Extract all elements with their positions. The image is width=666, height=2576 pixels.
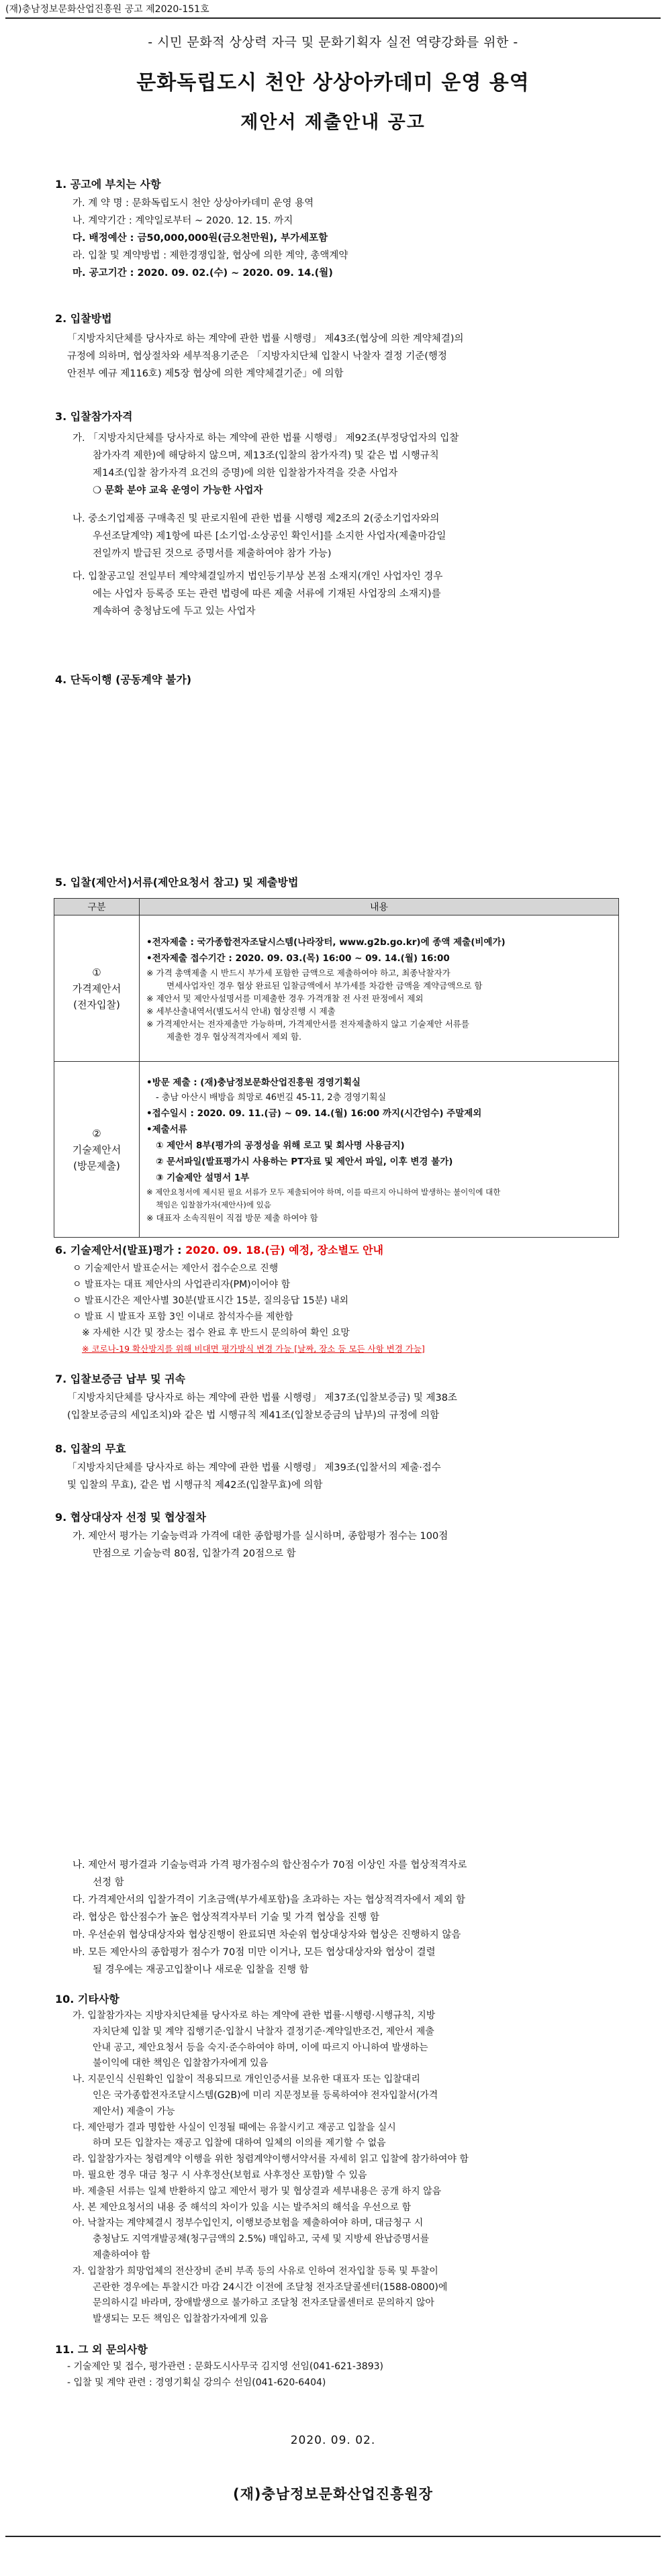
- content-line: •제출서류: [146, 1124, 187, 1135]
- content-note: ※ 대표자 소속직원이 직접 방문 제출 하여야 함: [146, 1213, 318, 1223]
- section-10-line: 나. 지문인식 신원확인 입찰이 적용되므로 개인인증서를 보유한 대표자 또는 입찰대리: [73, 2074, 420, 2085]
- section-4-heading: 4. 단독이행 (공동계약 불가): [55, 673, 192, 686]
- section-10-line: 불이익에 대한 책임은 입찰참가자에게 있음: [93, 2058, 269, 2069]
- row-label-method: (방문제출): [73, 1159, 120, 1172]
- section-2-body: [67, 330, 624, 383]
- section-7-body: [67, 1389, 624, 1424]
- row-label-method: (전자입찰): [73, 998, 120, 1011]
- section-6-line: ㅇ 기술제안서 발표순서는 제안서 접수순으로 진행: [73, 1263, 279, 1274]
- section-9-line: 나. 제안서 평가결과 기술능력과 가격 평가점수의 합산점수가 70점 이상인 자를 협상적격자로: [73, 1860, 467, 1871]
- section-9-line: 선정 함: [93, 1877, 124, 1888]
- content-note: 제출한 경우 협상적격자에서 제외 함.: [166, 1031, 301, 1042]
- section-3-a-line: 제14조(입찰 참가자격 요건의 증명)에 의한 입찰참가자격을 갖춘 사업자: [93, 468, 398, 479]
- content-line: ① 제안서 8부(평가의 공정성을 위해 로고 및 회사명 사용금지): [156, 1140, 405, 1151]
- section-10-line: 발생되는 모든 책임은 입찰참가자에게 있음: [93, 2314, 269, 2325]
- content-note: ※ 가격제안서는 전자제출만 가능하며, 가격제안서를 전자제출하지 않고 기술제안 서류를: [146, 1018, 469, 1029]
- content-line: ② 문서파일(발표평가시 사용하는 PT자료 및 제안서 파일, 이후 변경 불가): [156, 1156, 453, 1167]
- section-10-line: 안내 공고, 제안요청서 등을 숙지·준수하여야 하며, 이에 따르지 아니하여 발생하는: [93, 2042, 428, 2053]
- section-10-line: 바. 제출된 서류는 일체 반환하지 않고 제안서 평가 및 협상결과 세부내용은 공개 하지 않음: [73, 2185, 442, 2197]
- section-10-line: 충청남도 지역개발공채(청구금액의 2.5%) 매입하고, 국세 및 지방세 완납증명서를: [93, 2234, 430, 2245]
- header-divider: [5, 17, 661, 19]
- section-3-a: [73, 430, 630, 499]
- contract-period: 나. 계약기간 : 계약일로부터 ~ 2020. 12. 15. 까지: [73, 215, 293, 226]
- content-line: •전자제출 : 국가종합전자조달시스템(나라장터, www.g2b.go.kr)에 종액 제출(비예가): [146, 936, 506, 948]
- section-1-heading: 1. 공고에 부치는 사항: [55, 178, 161, 191]
- column-header-content: 내용: [140, 899, 619, 915]
- section-6-heading: [55, 1242, 383, 1257]
- table-row: [54, 1062, 619, 1238]
- table-header-row: [54, 899, 619, 915]
- section-9-rest: [73, 1856, 630, 1979]
- notice-period: 마. 공고기간 : 2020. 09. 02.(수) ~ 2020. 09. 14.(월): [73, 268, 333, 279]
- section-6-line: ㅇ 발표 시 발표자 포함 3인 이내로 참석자수를 제한함: [73, 1311, 293, 1322]
- section-6-line: ※ 자세한 시간 및 장소는 접수 완료 후 반드시 문의하여 확인 요망: [82, 1328, 350, 1338]
- section-6-body: [73, 1260, 636, 1357]
- section-8-body: [67, 1459, 624, 1494]
- section-6-line: ㅇ 발표자는 대표 제안사의 사업관리자(PM)이어야 함: [73, 1279, 291, 1290]
- section-9-line: 가. 제안서 평가는 기술능력과 가격에 대한 종합평가를 실시하며, 종합평가 점수는 100점: [73, 1531, 448, 1542]
- issuer-name: (재)충남정보문화산업진흥원장: [233, 2486, 433, 2502]
- section-10-body: [73, 2008, 636, 2328]
- section-1-items: [73, 195, 630, 282]
- contact-line: - 입찰 및 계약 관련 : 경영기획실 강의수 선임(041-620-6404): [67, 2377, 326, 2388]
- section-9-a: [73, 1528, 630, 1563]
- contract-name: 가. 계 약 명 : 문화독립도시 천안 상상아카데미 운영 용역: [73, 198, 314, 209]
- row-label-number: ②: [92, 1127, 101, 1140]
- section-10-line: 가. 입찰참가자는 지방자치단체를 당사자로 하는 계약에 관한 법률·시행령·시행규칙, 지방: [73, 2010, 436, 2021]
- section-2-line: 「지방자치단체를 당사자로 하는 계약에 관한 법률 시행령」 제43조(협상에 의한 계약체결)의: [67, 334, 464, 344]
- row-label-price: [54, 915, 140, 1062]
- submission-table: [54, 898, 619, 1238]
- section-8-heading: 8. 입찰의 무효: [55, 1442, 126, 1455]
- section-7-line: 「지방자치단체를 당사자로 하는 계약에 관한 법률 시행령」 제37조(입찰보증금) 및 제38조: [67, 1393, 457, 1403]
- section-3-c-line: 에는 사업자 등록증 또는 관련 법령에 따른 제출 서류에 기재된 사업장의 소재지)를: [93, 589, 441, 599]
- section-9-heading: 9. 협상대상자 선정 및 협상절차: [55, 1511, 206, 1524]
- content-note: 면세사업자인 경우 협상 완료된 입찰금액에서 부가세를 차감한 금액을 계약금액으로 함: [166, 980, 483, 991]
- section-5-heading: 5. 입찰(제안서)서류(제안요청서 참고) 및 제출방법: [55, 876, 299, 889]
- section-10-line: 라. 입찰참가자는 청렴계약 이행을 위한 청렴계약이행서약서를 자세히 읽고 입찰에 참가하여야 함: [73, 2154, 469, 2165]
- section-9-line: 바. 모든 제안사의 종합평가 점수가 70점 미만 이거나, 모든 협상대상자와 협상이 결렬: [73, 1947, 436, 1958]
- section-2-heading: 2. 입찰방법: [55, 312, 112, 325]
- section-10-line: 다. 제안평가 결과 명합한 사실이 인정될 때에는 유찰시키고 재공고 입찰을 실시: [73, 2122, 396, 2133]
- row-content-price: [140, 915, 619, 1062]
- section-10-line: 자치단체 입찰 및 계약 집행기준·입찰시 낙찰자 결정기준·계약일반조건, 제안서 제출: [93, 2026, 434, 2037]
- section-10-line: 문의하시길 바라며, 장애발생으로 불가하고 조달청 전자조달콜센터로 문의하지 않아: [93, 2297, 434, 2309]
- section-3-b-line: 나. 중소기업제품 구매촉진 및 판로지원에 관한 법률 시행령 제2조의 2(중소기업자와의: [73, 513, 440, 524]
- section-3-a-note: ❍ 문화 분야 교육 운영이 가능한 사업자: [93, 485, 263, 496]
- section-8-line: 및 입찰의 무효), 같은 법 시행규칙 제42조(입찰무효)에 의함: [67, 1480, 323, 1491]
- section-7-heading: 7. 입찰보증금 납부 및 귀속: [55, 1373, 186, 1385]
- section-11-heading: 11. 그 외 문의사항: [55, 2343, 148, 2356]
- section-3-a-line: 참가자격 제한)에 해당하지 않으며, 제13조(입찰의 참가자격) 및 같은 법 시행규칙: [93, 450, 439, 461]
- content-note: ※ 가격 총액제출 시 반드시 부가세 포함한 금액으로 제출하여야 하고, 최종낙찰자가: [146, 967, 450, 978]
- contact-line: - 기술제안 및 접수, 평가관련 : 문화도시사무국 김지영 선임(041-621-3893): [67, 2361, 383, 2372]
- section-10-heading: 10. 기타사항: [55, 1993, 120, 2005]
- section-10-line: 제안서) 제출이 가능: [93, 2106, 175, 2117]
- content-note: ※ 제안서 및 제안사설명서를 미제출한 경우 가격개찰 전 사전 판정에서 제외: [146, 993, 424, 1003]
- doc-number: (재)충남정보문화산업진흥원 공고 제2020-151호: [5, 4, 209, 15]
- section-3-c-line: 다. 입찰공고일 전일부터 계약체결일까지 법인등기부상 본점 소재지(개인 사업자인 경우: [73, 571, 443, 582]
- section-3-b: [73, 510, 630, 562]
- section-9-line: 마. 우선순위 협상대상자와 협상진행이 완료되면 차순위 협상대상자와 협상은 진행하지 않음: [73, 1930, 461, 1940]
- content-note: 책임은 입찰참가자(제안사)에 있음: [156, 1200, 271, 1209]
- content-line: •방문 제출 : (재)충남정보문화산업진흥원 경영기획실: [146, 1077, 361, 1088]
- row-label-tech: [54, 1062, 140, 1238]
- section-3-heading: 3. 입찰참가자격: [55, 410, 133, 423]
- section-10-line: 자. 입찰참가 희망업체의 전산장비 준비 부족 등의 사유로 인하여 전자입찰 등록 및 투찰이: [73, 2265, 438, 2277]
- budget: 다. 배정예산 : 금50,000,000원(금오천만원), 부가세포함: [73, 233, 328, 244]
- section-7-line: (입찰보증금의 세입조치)와 같은 법 시행규칙 제41조(입찰보증금의 납부)의 규정에 의함: [67, 1410, 440, 1421]
- content-line: •전자제출 접수기간 : 2020. 09. 03.(목) 16:00 ~ 09. 14.(월) 16:00: [146, 952, 450, 964]
- section-10-line: 제출하여야 함: [93, 2249, 150, 2261]
- section-10-line: 아. 낙찰자는 계약체결시 정부수입인지, 이행보증보험을 제출하여야 하며, 대금청구 시: [73, 2218, 424, 2229]
- section-8-line: 「지방자치단체를 당사자로 하는 계약에 관한 법률 시행령」 제39조(입찰서의 제출·접수: [67, 1463, 441, 1473]
- page-title: 문화독립도시 천안 상상아카데미 운영 용역: [136, 71, 530, 95]
- section-6-heading-label: 6. 기술제안서(발표)평가 :: [55, 1244, 186, 1256]
- notice-date: 2020. 09. 02.: [290, 2434, 376, 2447]
- footer-divider: [5, 2536, 661, 2537]
- content-line: - 충남 아산시 배방읍 희망로 46번길 45-11, 2층 경영기획실: [156, 1093, 387, 1103]
- section-3-c: [73, 568, 630, 620]
- covid-note: ※ 코로나-19 확산방지를 위해 비대면 평가방식 변경 가능 [날짜, 장소 등 모든 사항 변경 가능]: [82, 1344, 425, 1354]
- table-row: [54, 915, 619, 1062]
- section-9-line: 라. 협상은 합산점수가 높은 협상적격자부터 기술 및 가격 협상을 진행 함: [73, 1912, 379, 1923]
- row-content-tech: [140, 1062, 619, 1238]
- row-label-title: 기술제안서: [72, 1143, 122, 1156]
- content-line: •접수일시 : 2020. 09. 11.(금) ~ 09. 14.(월) 16:00 까지(시간엄수) 주말제외: [146, 1108, 482, 1119]
- content-note: ※ 세부산출내역서(별도서식 안내) 협상진행 시 제출: [146, 1005, 336, 1016]
- section-3-b-line: 전일까지 발급된 것으로 증명서를 제출하여야 참가 가능): [93, 548, 332, 559]
- bid-method: 라. 입찰 및 계약방법 : 제한경쟁입찰, 협상에 의한 계약, 총액계약: [73, 250, 348, 261]
- section-10-line: 하며 모든 입찰자는 재공고 입찰에 대하여 일체의 이의를 제기할 수 없음: [93, 2138, 386, 2149]
- section-9-line: 다. 가격제안서의 입찰가격이 기초금액(부가세포함)을 초과하는 자는 협상적격자에서 제외 함: [73, 1895, 466, 1905]
- section-2-line: 안전부 예규 제116호) 제5장 협상에 의한 계약체결기준」에 의함: [67, 368, 344, 379]
- column-header-gubun: 구분: [54, 899, 140, 915]
- content-line: ③ 기술제안 설명서 1부: [156, 1173, 250, 1183]
- row-label-title: 가격제안서: [72, 982, 122, 995]
- section-10-line: 곤란한 경우에는 투찰시간 마감 24시간 이전에 조달청 전자조달콜센터(1588-0800)에: [93, 2281, 448, 2293]
- subtitle: - 시민 문화적 상상력 자극 및 문화기획자 실전 역량강화를 위한 -: [148, 35, 518, 50]
- section-10-line: 마. 필요한 경우 대금 청구 시 사후정산(보험료 사후정산 포함)할 수 있음: [73, 2169, 367, 2181]
- content-note: ※ 제안요청서에 제시된 필요 서류가 모두 제출되어야 하며, 이를 따르지 아니하여 발생하는 불이익에 대한: [146, 1187, 501, 1197]
- section-9-line: 만점으로 기술능력 80점, 입찰가격 20점으로 함: [93, 1548, 296, 1559]
- section-10-line: 사. 본 제안요청서의 내용 중 해석의 차이가 있을 시는 발주처의 해석을 우선으로 함: [73, 2201, 412, 2213]
- section-2-line: 규정에 의하며, 협상절차와 세부적용기준은 「지방자치단체 입찰시 낙찰자 결정 기준(행정: [67, 351, 447, 362]
- section-11-body: [67, 2359, 631, 2391]
- row-label-number: ①: [92, 966, 101, 979]
- section-6-line: ㅇ 발표시간은 제안사별 30분(발표시간 15분, 질의응답 15분) 내외: [73, 1295, 349, 1306]
- section-10-line: 인은 국가종합전자조달시스템(G2B)에 미리 지문정보를 등록하여야 전자입찰서(가격: [93, 2089, 438, 2101]
- section-3-a-line: 가. 「지방자치단체를 당사자로 하는 계약에 관한 법률 시행령」 제92조(부정당업자의 입찰: [73, 433, 459, 444]
- evaluation-date: 2020. 09. 18.(금) 예정, 장소별도 안내: [185, 1244, 384, 1256]
- page-title-secondary: 제안서 제출안내 공고: [240, 112, 426, 133]
- section-9-line: 될 경우에는 재공고입찰이나 새로운 입찰을 진행 함: [93, 1965, 309, 1975]
- section-3-c-line: 계속하여 충청남도에 두고 있는 사업자: [93, 606, 256, 617]
- section-3-b-line: 우선조달계약) 제1항에 따른 [소기업·소상공인 확인서]를 소지한 사업자(제출마감일: [93, 531, 446, 542]
